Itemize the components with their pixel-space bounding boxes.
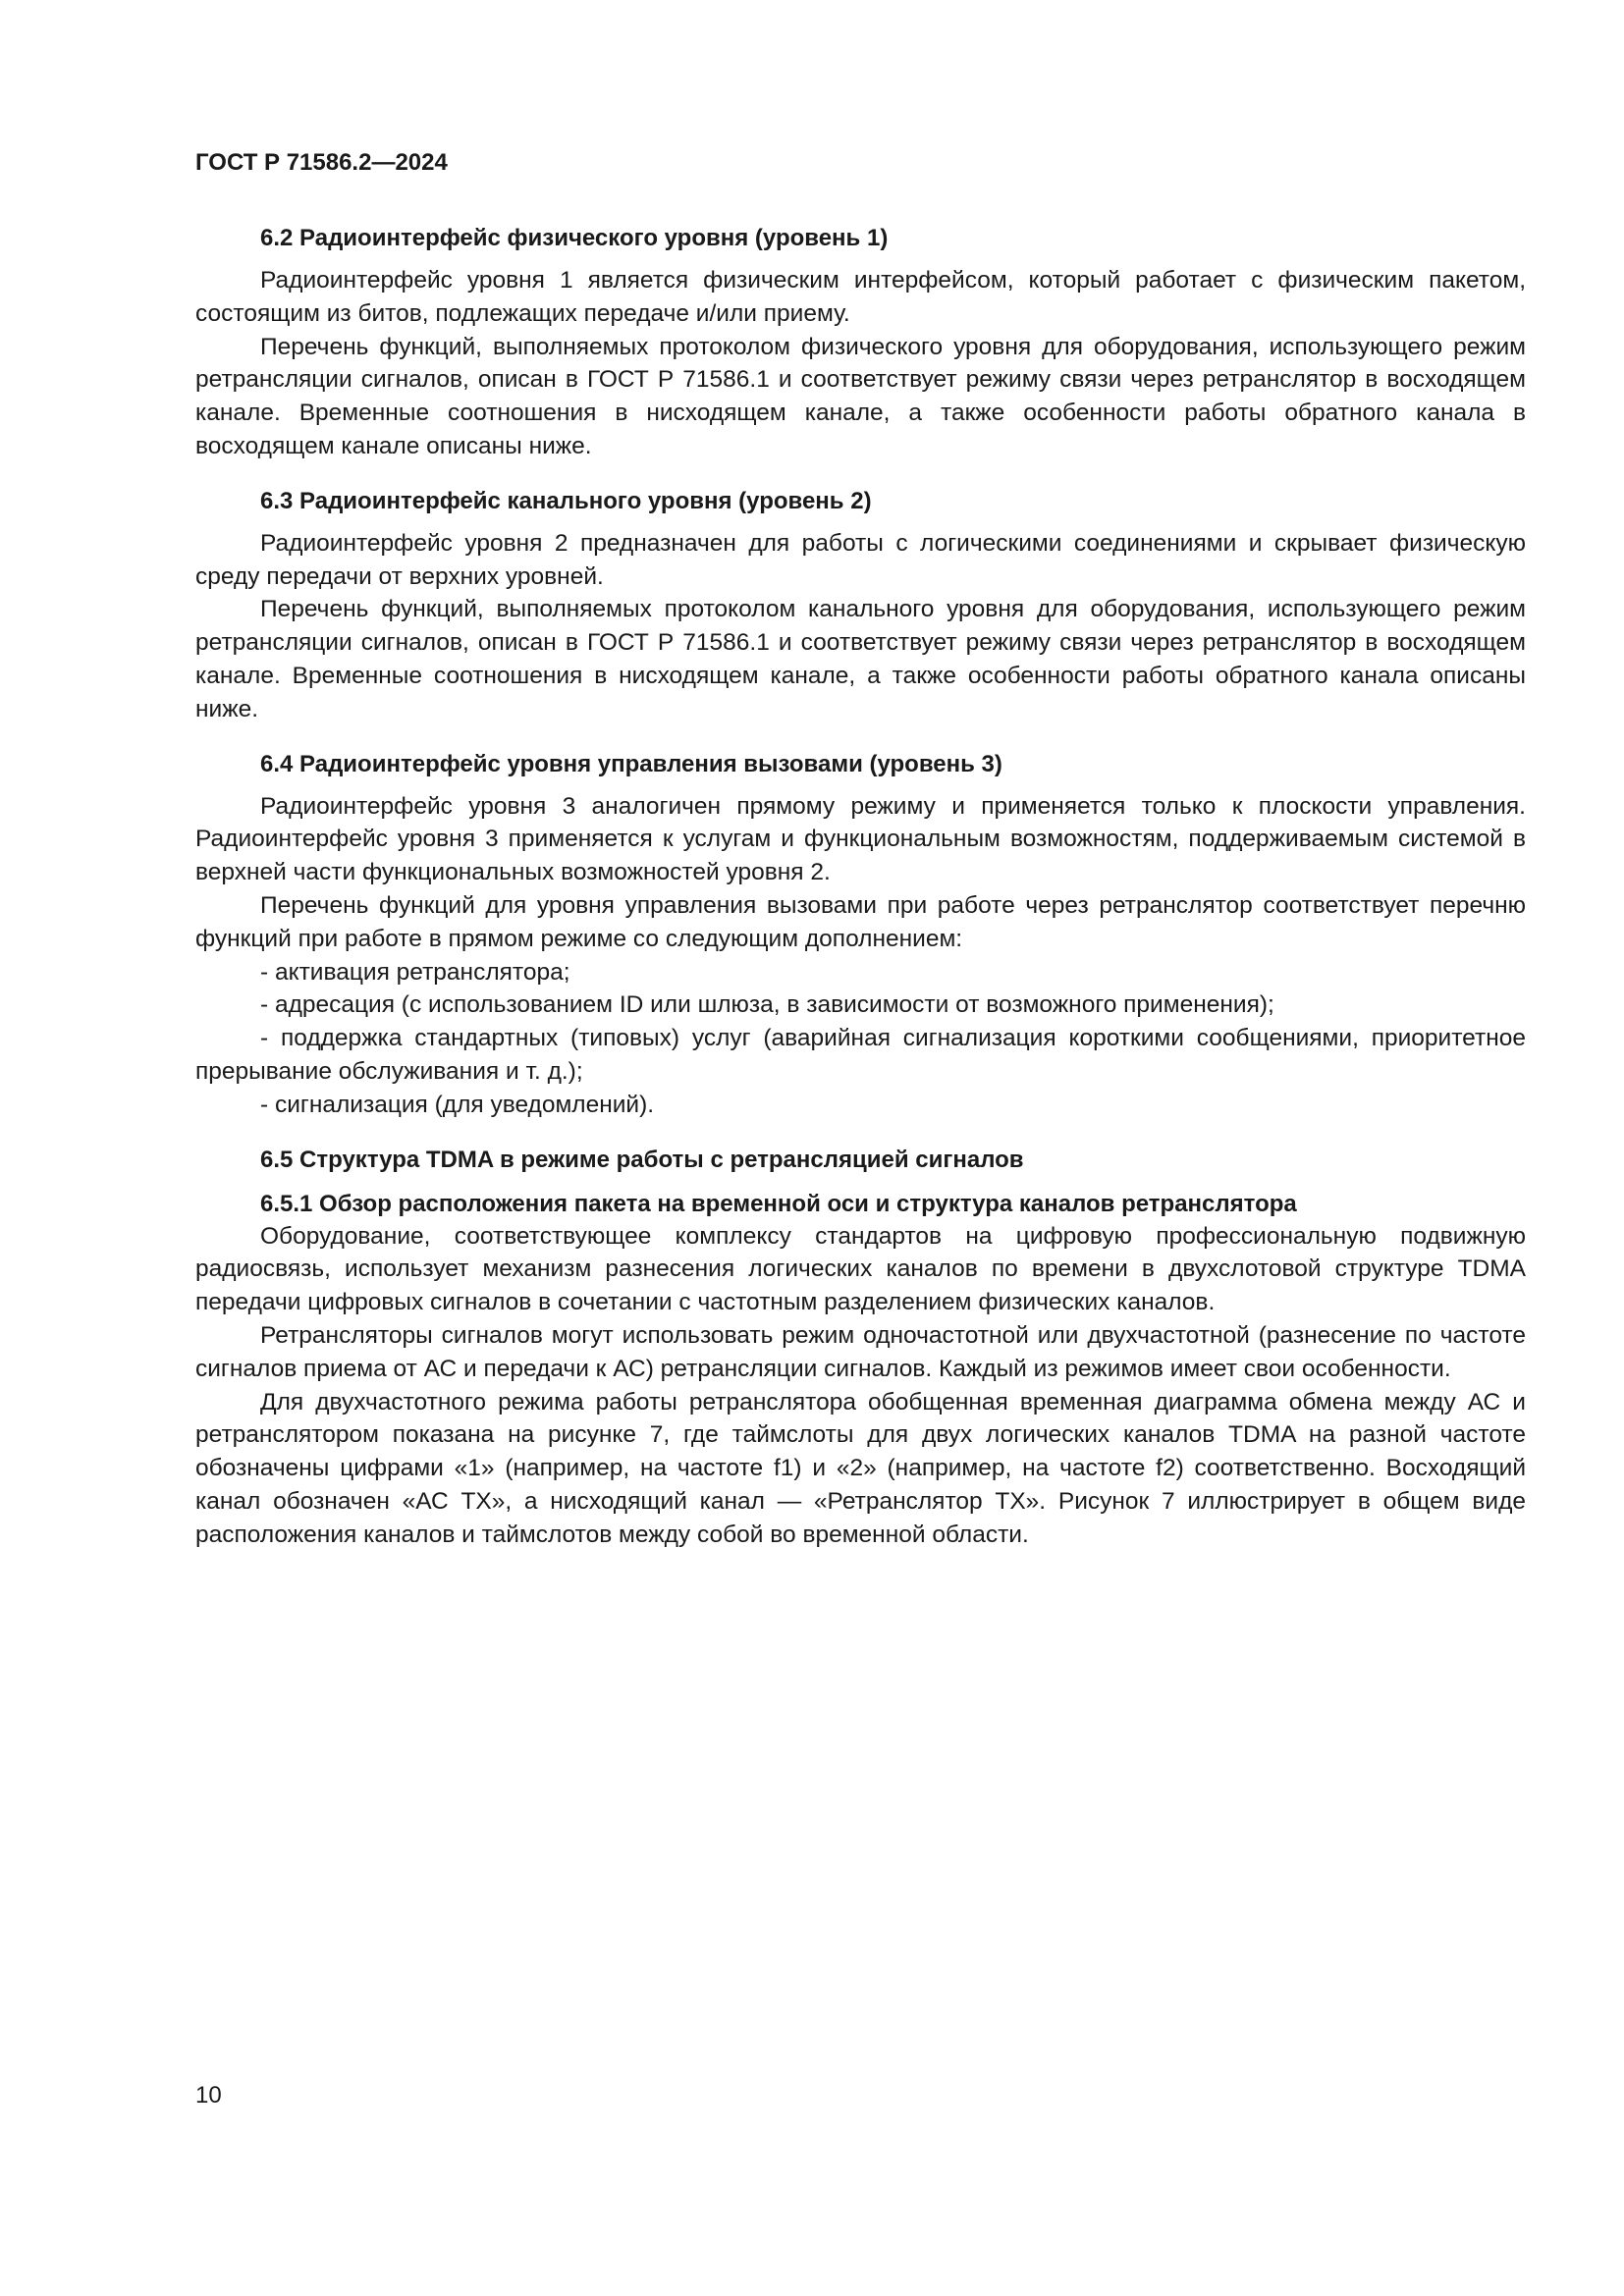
paragraph: Перечень функций для уровня управления вызовами при работе через ретранслятор соответствует перечню функций при работе в прямом режиме со следующим дополнением: bbox=[195, 891, 1526, 952]
list-item: - поддержка стандартных (типовых) услуг (аварийная сигнализация короткими сообщениями, приоритетное прерывание обслуживания и т. д.); bbox=[195, 1025, 1526, 1085]
paragraph: Ретрансляторы сигналов могут использовать режим одночастотной или двухчастотной (разнесение по частоте сигналов приема от АС и передачи к АС) ретрансляции сигналов. Каждый из режимов имеет свои особенности. bbox=[195, 1321, 1526, 1382]
paragraph: Перечень функций, выполняемых протоколом физического уровня для оборудования, использующего режим ретрансляции сигналов, описан в ГОСТ Р 71586.1 и соответствует режиму связи через ретранслятор в восходящем канале. Временные соотношения в нисходящем канале, а также особенности работы обратного канала в восходящем канале описаны ниже. bbox=[195, 333, 1526, 459]
paragraph: Перечень функций, выполняемых протоколом канального уровня для оборудования, использующего режим ретрансляции сигналов, описан в ГОСТ Р 71586.1 и соответствует режиму связи через ретранслятор в восходящем канале. Временные соотношения в нисходящем канале, а также особенности работы обратного канала описаны ниже. bbox=[195, 596, 1526, 722]
list-item: - активация ретранслятора; bbox=[260, 958, 570, 986]
section-heading: 6.3 Радиоинтерфейс канального уровня (уровень 2) bbox=[260, 487, 872, 514]
paragraph: Радиоинтерфейс уровня 3 аналогичен прямому режиму и применяется только к плоскости управления. Радиоинтерфейс уровня 3 применяется к услугам и функциональным возможностям, поддерживаемым системой в верхней части функциональных возможностей уровня 2. bbox=[195, 792, 1526, 886]
list-item: - сигнализация (для уведомлений). bbox=[260, 1091, 655, 1118]
section-6-3 bbox=[195, 485, 1526, 726]
paragraph: Радиоинтерфейс уровня 1 является физическим интерфейсом, который работает с физическим пакетом, состоящим из битов, подлежащих передаче и/или приему. bbox=[195, 267, 1526, 327]
section-6-2 bbox=[195, 222, 1526, 463]
document-code-header: ГОСТ Р 71586.2—2024 bbox=[195, 149, 448, 176]
section-heading: 6.4 Радиоинтерфейс уровня управления вызовами (уровень 3) bbox=[260, 750, 1002, 777]
section-6-5 bbox=[195, 1144, 1526, 1552]
page-number: 10 bbox=[195, 2082, 222, 2109]
section-heading: 6.5 Структура TDMA в режиме работы с ретрансляцией сигналов bbox=[260, 1146, 1024, 1173]
paragraph: Оборудование, соответствующее комплексу стандартов на цифровую профессиональную подвижную радиосвязь, использует механизм разнесения логических каналов по времени в двухслотовой структуре TDMA передачи цифровых сигналов в сочетании с частотным разделением физических каналов. bbox=[195, 1222, 1526, 1316]
subsection-heading: 6.5.1 Обзор расположения пакета на временной оси и структура каналов ретранслятора bbox=[260, 1190, 1297, 1217]
paragraph: Радиоинтерфейс уровня 2 предназначен для работы с логическими соединениями и скрывает физическую среду передачи от верхних уровней. bbox=[195, 529, 1526, 590]
document-page bbox=[195, 147, 1526, 1574]
section-6-4 bbox=[195, 748, 1526, 1122]
section-heading: 6.2 Радиоинтерфейс физического уровня (уровень 1) bbox=[260, 225, 889, 251]
paragraph: Для двухчастотного режима работы ретранслятора обобщенная временная диаграмма обмена между АС и ретранслятором показана на рисунке 7, где таймслоты для двух логических каналов TDMA на разной частоте обозначены цифрами «1» (например, на частоте f1) и «2» (например, на частоте f2) соответственно. Восходящий канал обозначен «АС TX», а нисходящий канал — «Ретранслятор TX». Рисунок 7 иллюстрирует в общем виде расположения каналов и таймслотов между собой во временной области. bbox=[195, 1388, 1526, 1548]
list-item: - адресация (с использованием ID или шлюза, в зависимости от возможного применения); bbox=[260, 991, 1274, 1019]
